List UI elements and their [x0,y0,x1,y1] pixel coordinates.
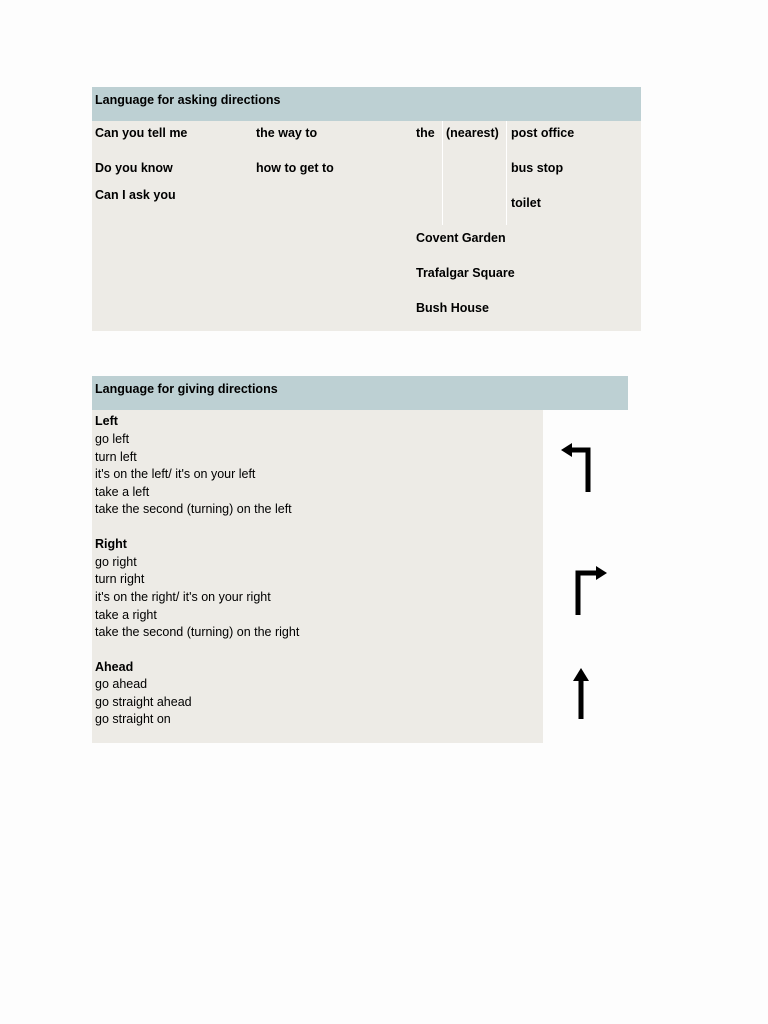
asking-verb-2: how to get to [256,161,334,175]
asking-place-1: post office [511,126,575,140]
left-phrase: turn left [95,450,137,464]
asking-place-2: bus stop [511,161,564,175]
ahead-phrase: go straight ahead [95,695,192,709]
right-phrase: turn right [95,572,145,586]
asking-nearest: (nearest) [446,126,499,140]
asking-article: the [416,126,435,140]
asking-place-3: toilet [511,196,541,210]
asking-landmark-3: Bush House [416,301,489,315]
ahead-phrase: go ahead [95,677,148,691]
right-phrase: it's on the right/ it's on your right [95,590,271,604]
asking-directions-title: Language for asking directions [92,87,641,121]
left-heading: Left [95,414,118,428]
right-phrase: go right [95,555,137,569]
column-divider [442,121,443,225]
asking-verb-1: the way to [256,126,318,140]
left-phrase: take a left [95,485,150,499]
turn-left-arrow-icon [558,440,598,496]
column-divider [506,121,507,225]
right-phrase: take a right [95,608,157,622]
asking-landmark-2: Trafalgar Square [416,266,515,280]
asking-directions-table [92,121,641,331]
straight-ahead-arrow-icon [566,667,596,723]
asking-landmark-1: Covent Garden [416,231,506,245]
ahead-phrase: go straight on [95,712,171,726]
giving-directions-title: Language for giving directions [92,376,628,410]
right-heading: Right [95,537,127,551]
asking-phrase-2: Do you know [95,161,173,175]
turn-right-arrow-icon [572,563,612,619]
asking-phrase-3: Can I ask you [95,188,176,202]
asking-phrase-1: Can you tell me [95,126,188,140]
right-phrase: take the second (turning) on the right [95,625,300,639]
left-phrase: take the second (turning) on the left [95,502,292,516]
giving-directions-table [92,410,543,743]
ahead-heading: Ahead [95,660,134,674]
left-phrase: it's on the left/ it's on your left [95,467,256,481]
left-phrase: go left [95,432,130,446]
